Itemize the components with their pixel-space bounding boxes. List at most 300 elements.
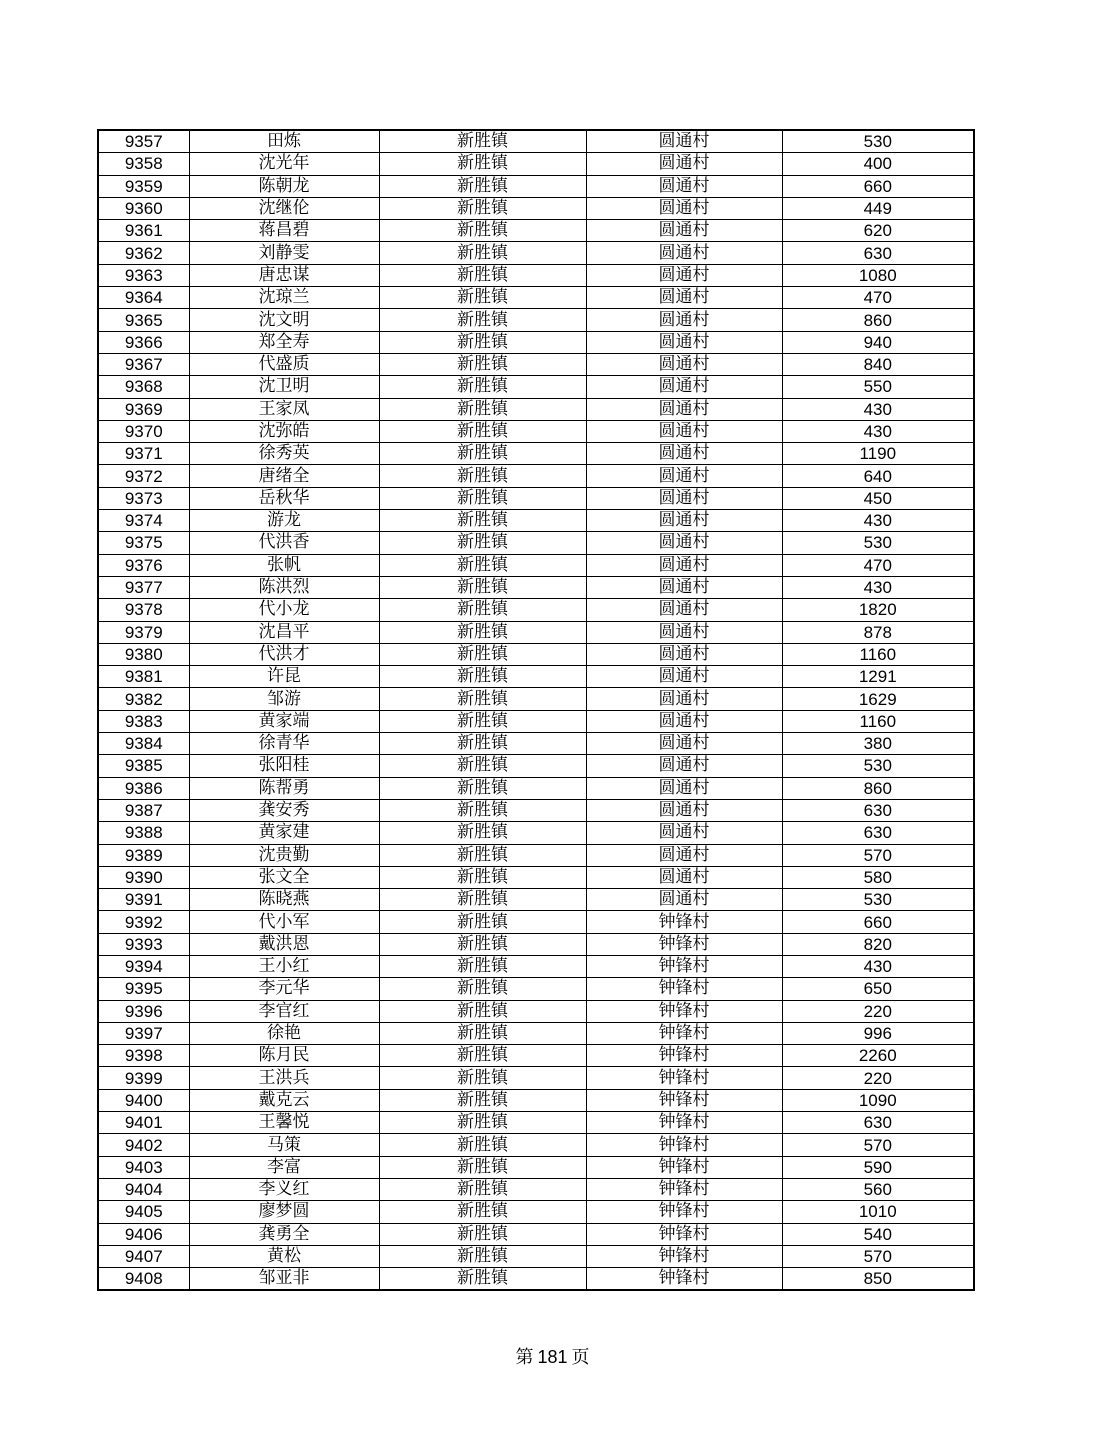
- cell-amount: 560: [782, 1178, 974, 1200]
- table-row: [98, 287, 974, 309]
- cell-village: 钟锋村: [586, 1089, 782, 1111]
- cell-village: 圆通村: [586, 866, 782, 888]
- cell-name: 王馨悦: [189, 1112, 379, 1134]
- cell-name: 陈月民: [189, 1045, 379, 1067]
- cell-name: 代小军: [189, 911, 379, 933]
- cell-id: 9381: [98, 666, 189, 688]
- cell-id: 9361: [98, 220, 189, 242]
- cell-name: 王家凤: [189, 398, 379, 420]
- cell-town: 新胜镇: [379, 264, 586, 286]
- cell-village: 圆通村: [586, 599, 782, 621]
- cell-amount: 590: [782, 1156, 974, 1178]
- cell-amount: 550: [782, 376, 974, 398]
- cell-name: 刘静雯: [189, 242, 379, 264]
- table-row: [98, 420, 974, 442]
- table-row: [98, 844, 974, 866]
- table-row: [98, 1178, 974, 1200]
- cell-id: 9368: [98, 376, 189, 398]
- cell-name: 黄松: [189, 1245, 379, 1267]
- cell-id: 9394: [98, 955, 189, 977]
- cell-id: 9364: [98, 287, 189, 309]
- cell-name: 游龙: [189, 510, 379, 532]
- cell-amount: 860: [782, 309, 974, 331]
- cell-name: 沈昌平: [189, 621, 379, 643]
- cell-id: 9365: [98, 309, 189, 331]
- cell-village: 圆通村: [586, 777, 782, 799]
- table-row: [98, 1245, 974, 1267]
- cell-id: 9404: [98, 1178, 189, 1200]
- cell-village: 钟锋村: [586, 1268, 782, 1291]
- cell-id: 9395: [98, 978, 189, 1000]
- cell-id: 9382: [98, 688, 189, 710]
- table-row: [98, 666, 974, 688]
- cell-name: 张文全: [189, 866, 379, 888]
- cell-amount: 380: [782, 733, 974, 755]
- cell-name: 陈朝龙: [189, 175, 379, 197]
- cell-name: 李义红: [189, 1178, 379, 1200]
- table-row: [98, 487, 974, 509]
- cell-name: 王小红: [189, 955, 379, 977]
- cell-amount: 430: [782, 510, 974, 532]
- table-row: [98, 309, 974, 331]
- table-row: [98, 353, 974, 375]
- cell-village: 圆通村: [586, 264, 782, 286]
- cell-name: 沈贵勤: [189, 844, 379, 866]
- cell-village: 钟锋村: [586, 1045, 782, 1067]
- cell-village: 钟锋村: [586, 1067, 782, 1089]
- table-body: [98, 130, 974, 1290]
- cell-name: 许昆: [189, 666, 379, 688]
- cell-village: 圆通村: [586, 733, 782, 755]
- cell-village: 圆通村: [586, 153, 782, 175]
- cell-amount: 860: [782, 777, 974, 799]
- cell-village: 圆通村: [586, 666, 782, 688]
- cell-amount: 850: [782, 1268, 974, 1291]
- data-table: [97, 129, 975, 1291]
- cell-village: 圆通村: [586, 130, 782, 153]
- cell-amount: 1190: [782, 443, 974, 465]
- cell-town: 新胜镇: [379, 1067, 586, 1089]
- cell-village: 钟锋村: [586, 933, 782, 955]
- cell-name: 黄家建: [189, 822, 379, 844]
- cell-village: 钟锋村: [586, 1201, 782, 1223]
- cell-name: 沈光年: [189, 153, 379, 175]
- cell-amount: 220: [782, 1067, 974, 1089]
- cell-name: 代洪香: [189, 532, 379, 554]
- cell-town: 新胜镇: [379, 398, 586, 420]
- cell-town: 新胜镇: [379, 844, 586, 866]
- cell-id: 9362: [98, 242, 189, 264]
- cell-id: 9375: [98, 532, 189, 554]
- cell-town: 新胜镇: [379, 175, 586, 197]
- cell-village: 钟锋村: [586, 1022, 782, 1044]
- cell-id: 9386: [98, 777, 189, 799]
- cell-name: 蒋昌碧: [189, 220, 379, 242]
- cell-town: 新胜镇: [379, 197, 586, 219]
- cell-name: 沈继伦: [189, 197, 379, 219]
- cell-amount: 996: [782, 1022, 974, 1044]
- cell-name: 沈文明: [189, 309, 379, 331]
- cell-name: 郑全寿: [189, 331, 379, 353]
- table-row: [98, 532, 974, 554]
- cell-village: 圆通村: [586, 755, 782, 777]
- cell-amount: 630: [782, 242, 974, 264]
- cell-town: 新胜镇: [379, 309, 586, 331]
- cell-id: 9402: [98, 1134, 189, 1156]
- cell-town: 新胜镇: [379, 532, 586, 554]
- page-label-prefix: 第: [515, 1347, 534, 1368]
- cell-amount: 650: [782, 978, 974, 1000]
- cell-id: 9384: [98, 733, 189, 755]
- cell-amount: 430: [782, 955, 974, 977]
- cell-town: 新胜镇: [379, 666, 586, 688]
- cell-village: 钟锋村: [586, 1156, 782, 1178]
- cell-town: 新胜镇: [379, 1201, 586, 1223]
- cell-town: 新胜镇: [379, 1134, 586, 1156]
- cell-town: 新胜镇: [379, 1022, 586, 1044]
- cell-town: 新胜镇: [379, 1045, 586, 1067]
- cell-amount: 1820: [782, 599, 974, 621]
- cell-town: 新胜镇: [379, 331, 586, 353]
- cell-id: 9390: [98, 866, 189, 888]
- cell-name: 唐忠谋: [189, 264, 379, 286]
- cell-amount: 1080: [782, 264, 974, 286]
- cell-name: 陈洪烈: [189, 576, 379, 598]
- cell-amount: 430: [782, 398, 974, 420]
- cell-town: 新胜镇: [379, 955, 586, 977]
- cell-amount: 1629: [782, 688, 974, 710]
- cell-town: 新胜镇: [379, 1178, 586, 1200]
- cell-amount: 630: [782, 799, 974, 821]
- table-row: [98, 955, 974, 977]
- cell-id: 9400: [98, 1089, 189, 1111]
- table-row: [98, 710, 974, 732]
- table-row: [98, 799, 974, 821]
- cell-id: 9366: [98, 331, 189, 353]
- cell-id: 9369: [98, 398, 189, 420]
- cell-amount: 430: [782, 420, 974, 442]
- cell-amount: 540: [782, 1223, 974, 1245]
- cell-town: 新胜镇: [379, 643, 586, 665]
- cell-amount: 470: [782, 287, 974, 309]
- table-row: [98, 755, 974, 777]
- cell-id: 9371: [98, 443, 189, 465]
- cell-name: 戴克云: [189, 1089, 379, 1111]
- page-number: 181: [537, 1347, 568, 1367]
- cell-village: 圆通村: [586, 420, 782, 442]
- cell-village: 圆通村: [586, 576, 782, 598]
- cell-name: 徐秀英: [189, 443, 379, 465]
- cell-village: 圆通村: [586, 554, 782, 576]
- table-row: [98, 376, 974, 398]
- cell-name: 张阳桂: [189, 755, 379, 777]
- cell-village: 圆通村: [586, 688, 782, 710]
- cell-id: 9405: [98, 1201, 189, 1223]
- cell-amount: 530: [782, 130, 974, 153]
- table-row: [98, 599, 974, 621]
- cell-town: 新胜镇: [379, 1245, 586, 1267]
- cell-amount: 470: [782, 554, 974, 576]
- table-row: [98, 777, 974, 799]
- cell-amount: 400: [782, 153, 974, 175]
- table-row: [98, 621, 974, 643]
- cell-id: 9401: [98, 1112, 189, 1134]
- cell-name: 戴洪恩: [189, 933, 379, 955]
- cell-id: 9398: [98, 1045, 189, 1067]
- cell-town: 新胜镇: [379, 777, 586, 799]
- table-row: [98, 443, 974, 465]
- cell-name: 岳秋华: [189, 487, 379, 509]
- cell-amount: 660: [782, 911, 974, 933]
- cell-name: 唐绪全: [189, 465, 379, 487]
- cell-id: 9372: [98, 465, 189, 487]
- cell-amount: 580: [782, 866, 974, 888]
- cell-amount: 940: [782, 331, 974, 353]
- cell-village: 圆通村: [586, 220, 782, 242]
- cell-village: 圆通村: [586, 844, 782, 866]
- cell-name: 陈晓燕: [189, 889, 379, 911]
- cell-id: 9387: [98, 799, 189, 821]
- cell-town: 新胜镇: [379, 420, 586, 442]
- table-row: [98, 643, 974, 665]
- table-row: [98, 1134, 974, 1156]
- table-row: [98, 331, 974, 353]
- cell-name: 代洪才: [189, 643, 379, 665]
- cell-amount: 450: [782, 487, 974, 509]
- cell-name: 李富: [189, 1156, 379, 1178]
- page-footer: [0, 1343, 1105, 1369]
- cell-name: 陈帮勇: [189, 777, 379, 799]
- table-row: [98, 130, 974, 153]
- cell-village: 圆通村: [586, 309, 782, 331]
- cell-amount: 1291: [782, 666, 974, 688]
- table-row: [98, 1223, 974, 1245]
- cell-id: 9374: [98, 510, 189, 532]
- cell-amount: 1090: [782, 1089, 974, 1111]
- table-row: [98, 1045, 974, 1067]
- cell-name: 邹亚非: [189, 1268, 379, 1291]
- cell-name: 李元华: [189, 978, 379, 1000]
- cell-name: 沈琼兰: [189, 287, 379, 309]
- table-row: [98, 242, 974, 264]
- cell-amount: 1160: [782, 710, 974, 732]
- cell-amount: 1010: [782, 1201, 974, 1223]
- cell-amount: 878: [782, 621, 974, 643]
- cell-village: 钟锋村: [586, 1112, 782, 1134]
- table-row: [98, 822, 974, 844]
- cell-id: 9385: [98, 755, 189, 777]
- cell-town: 新胜镇: [379, 1268, 586, 1291]
- cell-village: 钟锋村: [586, 1000, 782, 1022]
- cell-town: 新胜镇: [379, 710, 586, 732]
- cell-amount: 449: [782, 197, 974, 219]
- table-row: [98, 1022, 974, 1044]
- cell-id: 9403: [98, 1156, 189, 1178]
- cell-amount: 530: [782, 755, 974, 777]
- cell-town: 新胜镇: [379, 866, 586, 888]
- table-row: [98, 889, 974, 911]
- cell-id: 9407: [98, 1245, 189, 1267]
- cell-town: 新胜镇: [379, 242, 586, 264]
- cell-village: 圆通村: [586, 532, 782, 554]
- cell-village: 圆通村: [586, 621, 782, 643]
- cell-id: 9378: [98, 599, 189, 621]
- cell-town: 新胜镇: [379, 1000, 586, 1022]
- cell-town: 新胜镇: [379, 376, 586, 398]
- cell-town: 新胜镇: [379, 1156, 586, 1178]
- cell-town: 新胜镇: [379, 130, 586, 153]
- cell-id: 9379: [98, 621, 189, 643]
- cell-village: 圆通村: [586, 822, 782, 844]
- cell-id: 9408: [98, 1268, 189, 1291]
- table-row: [98, 153, 974, 175]
- table-row: [98, 1112, 974, 1134]
- table-row: [98, 197, 974, 219]
- cell-id: 9406: [98, 1223, 189, 1245]
- cell-village: 圆通村: [586, 287, 782, 309]
- cell-id: 9392: [98, 911, 189, 933]
- table-row: [98, 398, 974, 420]
- cell-amount: 840: [782, 353, 974, 375]
- cell-name: 田炼: [189, 130, 379, 153]
- cell-village: 圆通村: [586, 799, 782, 821]
- cell-id: 9367: [98, 353, 189, 375]
- cell-name: 沈卫明: [189, 376, 379, 398]
- cell-town: 新胜镇: [379, 688, 586, 710]
- cell-village: 圆通村: [586, 710, 782, 732]
- cell-id: 9399: [98, 1067, 189, 1089]
- table-row: [98, 1089, 974, 1111]
- cell-id: 9357: [98, 130, 189, 153]
- cell-town: 新胜镇: [379, 443, 586, 465]
- cell-village: 圆通村: [586, 398, 782, 420]
- cell-name: 徐青华: [189, 733, 379, 755]
- cell-amount: 530: [782, 889, 974, 911]
- cell-amount: 2260: [782, 1045, 974, 1067]
- table-row: [98, 911, 974, 933]
- cell-village: 钟锋村: [586, 1134, 782, 1156]
- cell-town: 新胜镇: [379, 599, 586, 621]
- table-row: [98, 688, 974, 710]
- table-row: [98, 175, 974, 197]
- cell-town: 新胜镇: [379, 510, 586, 532]
- cell-town: 新胜镇: [379, 487, 586, 509]
- cell-amount: 430: [782, 576, 974, 598]
- cell-name: 徐艳: [189, 1022, 379, 1044]
- cell-id: 9393: [98, 933, 189, 955]
- cell-town: 新胜镇: [379, 554, 586, 576]
- table-row: [98, 933, 974, 955]
- cell-amount: 220: [782, 1000, 974, 1022]
- cell-village: 圆通村: [586, 510, 782, 532]
- table-row: [98, 978, 974, 1000]
- cell-town: 新胜镇: [379, 822, 586, 844]
- cell-id: 9389: [98, 844, 189, 866]
- cell-town: 新胜镇: [379, 1112, 586, 1134]
- table-row: [98, 1156, 974, 1178]
- cell-town: 新胜镇: [379, 889, 586, 911]
- cell-name: 马策: [189, 1134, 379, 1156]
- cell-village: 钟锋村: [586, 1223, 782, 1245]
- cell-id: 9363: [98, 264, 189, 286]
- cell-amount: 570: [782, 1134, 974, 1156]
- cell-village: 钟锋村: [586, 955, 782, 977]
- cell-id: 9396: [98, 1000, 189, 1022]
- cell-id: 9377: [98, 576, 189, 598]
- cell-village: 圆通村: [586, 175, 782, 197]
- cell-village: 圆通村: [586, 443, 782, 465]
- cell-amount: 630: [782, 1112, 974, 1134]
- cell-village: 圆通村: [586, 465, 782, 487]
- cell-village: 钟锋村: [586, 978, 782, 1000]
- cell-id: 9370: [98, 420, 189, 442]
- cell-name: 邹游: [189, 688, 379, 710]
- cell-town: 新胜镇: [379, 1223, 586, 1245]
- table-row: [98, 1201, 974, 1223]
- cell-town: 新胜镇: [379, 353, 586, 375]
- cell-town: 新胜镇: [379, 978, 586, 1000]
- cell-village: 钟锋村: [586, 1245, 782, 1267]
- cell-amount: 630: [782, 822, 974, 844]
- cell-town: 新胜镇: [379, 1089, 586, 1111]
- cell-amount: 530: [782, 532, 974, 554]
- cell-id: 9358: [98, 153, 189, 175]
- cell-id: 9383: [98, 710, 189, 732]
- table-row: [98, 733, 974, 755]
- cell-id: 9360: [98, 197, 189, 219]
- cell-amount: 640: [782, 465, 974, 487]
- cell-village: 圆通村: [586, 242, 782, 264]
- cell-village: 圆通村: [586, 331, 782, 353]
- cell-name: 张帆: [189, 554, 379, 576]
- table-row: [98, 510, 974, 532]
- table-row: [98, 1000, 974, 1022]
- cell-village: 圆通村: [586, 353, 782, 375]
- cell-id: 9391: [98, 889, 189, 911]
- cell-id: 9373: [98, 487, 189, 509]
- cell-name: 黄家端: [189, 710, 379, 732]
- cell-name: 李官红: [189, 1000, 379, 1022]
- cell-name: 代盛质: [189, 353, 379, 375]
- cell-village: 钟锋村: [586, 1178, 782, 1200]
- cell-town: 新胜镇: [379, 153, 586, 175]
- cell-town: 新胜镇: [379, 576, 586, 598]
- cell-village: 钟锋村: [586, 911, 782, 933]
- cell-name: 龚勇全: [189, 1223, 379, 1245]
- table-row: [98, 220, 974, 242]
- cell-town: 新胜镇: [379, 465, 586, 487]
- cell-town: 新胜镇: [379, 911, 586, 933]
- cell-amount: 820: [782, 933, 974, 955]
- cell-town: 新胜镇: [379, 621, 586, 643]
- cell-amount: 660: [782, 175, 974, 197]
- cell-amount: 570: [782, 844, 974, 866]
- cell-id: 9380: [98, 643, 189, 665]
- cell-name: 王洪兵: [189, 1067, 379, 1089]
- cell-amount: 620: [782, 220, 974, 242]
- cell-id: 9397: [98, 1022, 189, 1044]
- cell-name: 沈弥皓: [189, 420, 379, 442]
- cell-town: 新胜镇: [379, 287, 586, 309]
- table-row: [98, 264, 974, 286]
- cell-town: 新胜镇: [379, 755, 586, 777]
- table-row: [98, 1067, 974, 1089]
- cell-town: 新胜镇: [379, 933, 586, 955]
- page-label-suffix: 页: [571, 1347, 590, 1368]
- cell-amount: 1160: [782, 643, 974, 665]
- cell-village: 圆通村: [586, 487, 782, 509]
- cell-town: 新胜镇: [379, 733, 586, 755]
